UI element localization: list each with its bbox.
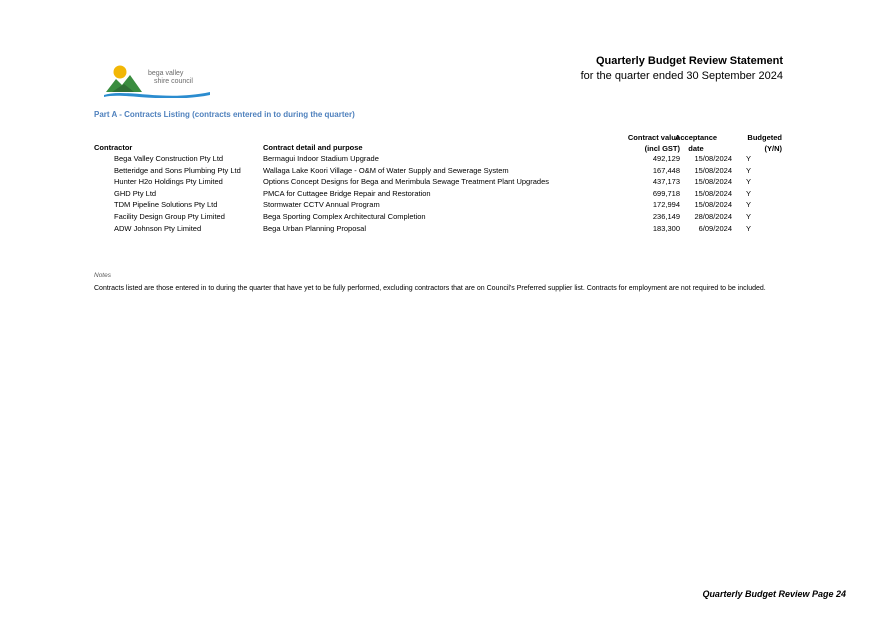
- cell-contractor: Facility Design Group Pty Limited: [114, 212, 225, 221]
- cell-value: 172,994: [652, 200, 680, 210]
- page-title: Quarterly Budget Review Statement: [595, 55, 783, 67]
- column-header-acceptance: [660, 132, 732, 154]
- cell-acceptance: 6/09/2024: [698, 223, 732, 233]
- cell-value: 492,129: [652, 154, 680, 163]
- column-header-budgeted-line1: Budgeted: [747, 133, 782, 142]
- cell-budgeted: Y: [746, 188, 752, 198]
- cell-budgeted: Y: [746, 165, 752, 175]
- council-logo: [104, 62, 216, 98]
- cell-contractor: Betteridge and Sons Plumbing Pty Ltd: [114, 165, 241, 175]
- cell-detail: PMCA for Cuttagee Bridge Repair and Restoration: [263, 188, 431, 198]
- column-header-value-line2: (incl GST): [644, 144, 680, 153]
- cell-contractor: Bega Valley Construction Pty Ltd: [114, 154, 224, 163]
- cell-detail: Wallaga Lake Koori Village - O&M of Water Supply and Sewerage System: [263, 165, 509, 175]
- cell-acceptance: 15/08/2024: [694, 154, 732, 163]
- cell-acceptance: 15/08/2024: [694, 200, 732, 210]
- cell-detail: Bega Sporting Complex Architectural Completion: [263, 212, 426, 221]
- cell-value: 167,448: [652, 165, 680, 175]
- cell-budgeted: Y: [746, 223, 752, 233]
- section-heading: Part A - Contracts Listing (contracts entered in to during the quarter): [94, 110, 355, 119]
- cell-budgeted: Y: [746, 212, 752, 221]
- cell-value: 236,149: [652, 212, 680, 221]
- page-footer: Quarterly Budget Review Page 24: [702, 589, 846, 599]
- cell-acceptance: 15/08/2024: [694, 165, 732, 175]
- column-header-value-line1: Contract value: [627, 133, 680, 142]
- column-header-detail: Contract detail and purpose: [263, 143, 363, 152]
- cell-acceptance: 15/08/2024: [694, 177, 732, 187]
- column-header-contractor: Contractor: [94, 143, 133, 152]
- cell-budgeted: Y: [746, 154, 752, 163]
- logo-text-line2: shire council: [154, 78, 193, 85]
- cell-detail: Bega Urban Planning Proposal: [263, 223, 366, 233]
- column-header-acceptance-line2: date: [688, 144, 704, 153]
- notes-text: Contracts listed are those entered in to during the quarter that have yet to be fully performed, excluding contractors that are on Council's Preferred supplier list. Contracts for employment are not required to be included.: [94, 285, 766, 292]
- page-subtitle: for the quarter ended 30 September 2024: [580, 70, 783, 82]
- cell-value: 437,173: [652, 177, 680, 187]
- notes-label: Notes: [94, 272, 111, 279]
- cell-acceptance: 28/08/2024: [694, 212, 732, 221]
- cell-value: 183,300: [652, 223, 680, 233]
- cell-detail: Bermagui Indoor Stadium Upgrade: [263, 154, 379, 163]
- logo-sun: [114, 66, 127, 79]
- cell-budgeted: Y: [746, 177, 752, 187]
- cell-contractor: ADW Johnson Pty Limited: [114, 223, 202, 233]
- cell-budgeted: Y: [746, 200, 752, 210]
- cell-acceptance: 15/08/2024: [694, 188, 732, 198]
- cell-detail: Stormwater CCTV Annual Program: [263, 200, 380, 210]
- logo-text-line1: bega valley: [148, 70, 184, 77]
- column-header-budgeted-line2: (Y/N): [764, 144, 782, 153]
- column-header-acceptance-line1: Acceptance: [674, 133, 718, 142]
- cell-contractor: Hunter H2o Holdings Pty Limited: [114, 177, 223, 187]
- logo-wave: [104, 92, 210, 98]
- cell-contractor: TDM Pipeline Solutions Pty Ltd: [114, 200, 218, 210]
- cell-detail: Options Concept Designs for Bega and Merimbula Sewage Treatment Plant Upgrades: [263, 177, 549, 187]
- cell-contractor: GHD Pty Ltd: [114, 188, 157, 198]
- column-header-budgeted: [730, 132, 782, 154]
- cell-value: 699,718: [652, 188, 680, 198]
